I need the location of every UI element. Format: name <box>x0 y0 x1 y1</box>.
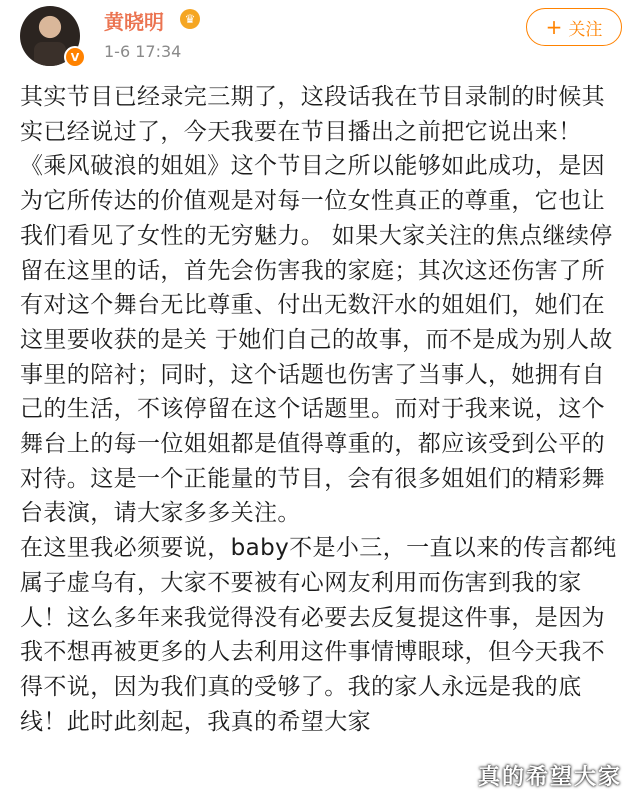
crown-icon: ♛ <box>180 9 200 29</box>
follow-label: 关注 <box>568 19 603 40</box>
post-header <box>0 0 640 80</box>
verified-v-icon: V <box>64 46 86 68</box>
watermark-text: 真的希望大家 <box>477 765 622 790</box>
plus-icon: + <box>545 15 563 39</box>
follow-button[interactable] <box>526 8 622 46</box>
author-name[interactable]: 黄晓明 <box>104 10 164 34</box>
post-paragraph-2: 在这里我必须要说，baby不是小三，一直以来的传言都纯属子虚乌有，大家不要被有心网友利用而伤害到我的家人！这么多年来我觉得没有必要去反复提这件事，是因为我不想再被更多的人去利用这件事情博眼球，但今天我不得不说，因为我们真的受够了。我的家人永远是我的底线！此时此刻起，我真的希望大家 <box>20 535 617 735</box>
post-timestamp: 1-6 17:34 <box>104 42 182 61</box>
post-paragraph-1: 其实节目已经录完三期了，这段话我在节目录制的时候其实已经说过了，今天我要在节目播出之前把它说出来！《乘风破浪的姐姐》这个节目之所以能够如此成功，是因为它所传达的价值观是对每一位女性真正的尊重，它也让我们看见了女性的无穷魅力。 如果大家关注的焦点继续停留在这里的话，首先会伤害我的家庭；其次这还伤害了所有对这个舞台无比尊重、付出无数汗水的姐姐们，她们在这里要收获的是关 于她们自己的故事，而不是成为别人故事里的陪衬；同时，这个话题也伤害了当事人，她拥有自己的生活，不该停留在这个话题里。而对于我来说，这个舞台上的每一位姐姐都是值得尊重的，都应该受到公平的对待。这是一个正能量的节目，会有很多姐姐们的精彩舞台表演，请大家多多关注。 <box>20 84 613 527</box>
post-body <box>20 80 620 739</box>
